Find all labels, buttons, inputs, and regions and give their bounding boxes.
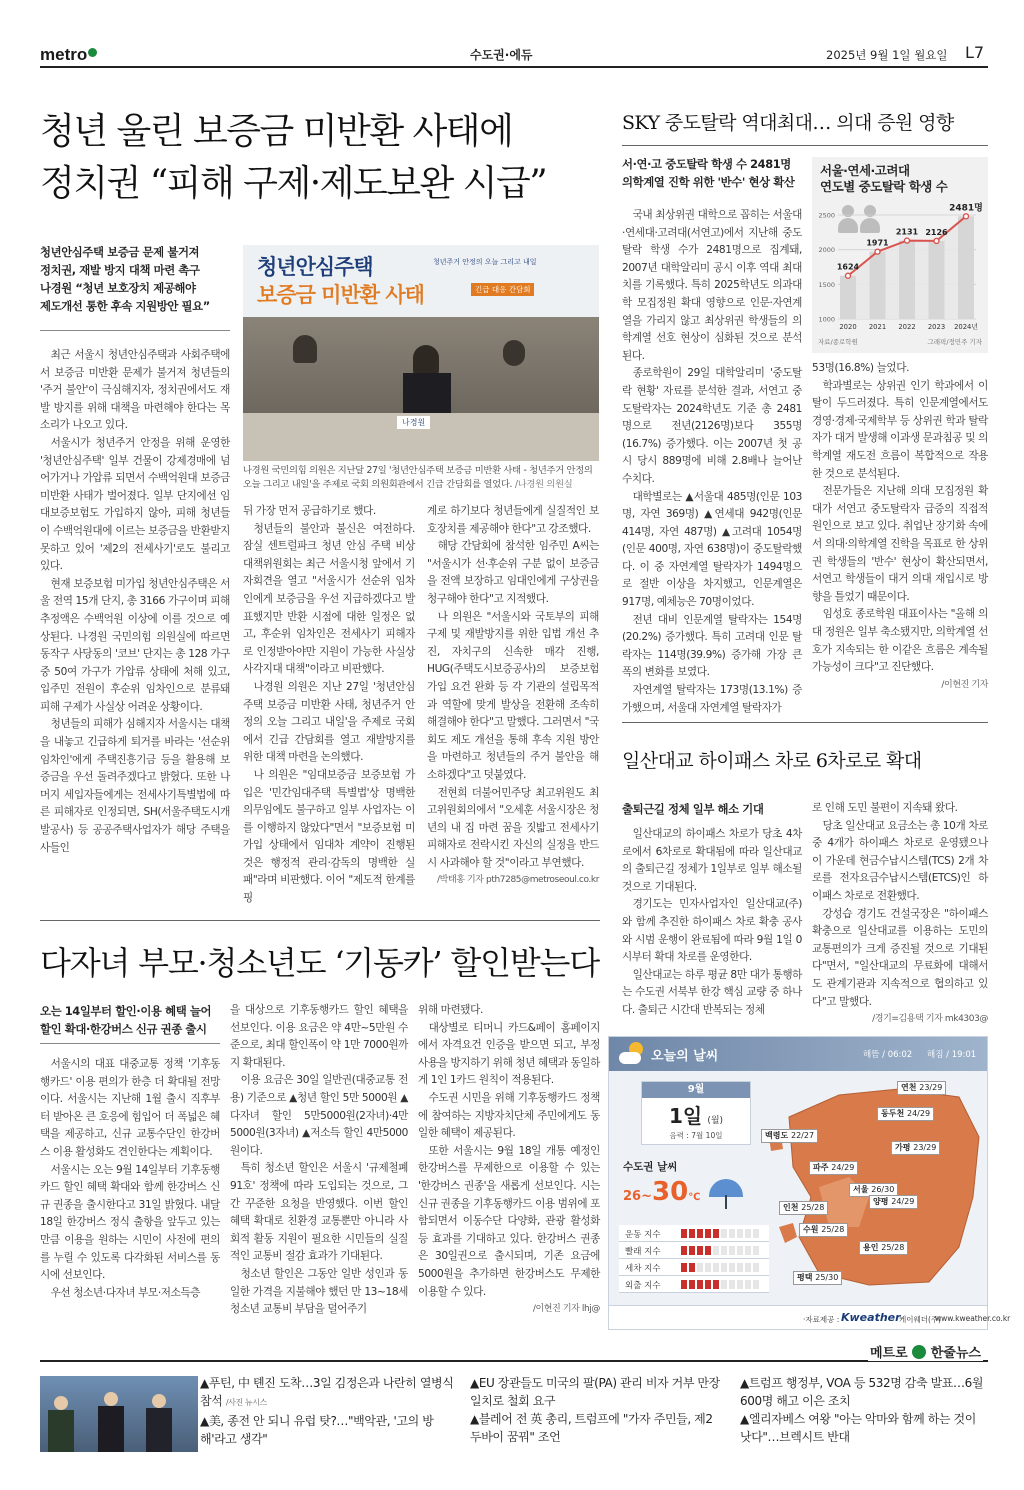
article4-sub-rule	[40, 1043, 220, 1044]
article2-column-1: 국내 최상위권 대학으로 꼽히는 서울대·연세대·고려대(서연고)에서 지난해 중도탈락 학생 수가 2481명으로 집계돼, 2007년 대학알리미 공시 이후 역대 최대치를 기록했다. 특히 2025학년도 의과대학 모집정원 확대 영향으로 인문·자연계열을 가리지 않고 최상위권 학생들의 의학계열 선호 현상이 심화된 것으로 분석된다. 종로학원이 29일 대학알리미 '중도탈락 현황' 자료를 분석한 결과, 서연고 중도탈락자는 2024학년도 기준 총 2481명으로 전년(2126명)보다 355명(16.7%) 증가했다. 이는 2007년 첫 공시 당시 889명에 비해 2.8배나 늘어난 수치다. 대학별로는 ▲서울대 485명(인문 103명, 자연 369명) ▲연세대 942명(인문 414명, 자연 487명) ▲고려대 1054명(인문 400명, 자연 638명)이 중도탈락했다. 이 중 자연계열 탈락자가 1494명으로 절반 이상을 차지했고, 인문계열은 917명, 예체능은 70명이었다. 전년 대비 인문계열 탈락자는 154명(20.2%) 증가했다. 특히 고려대 인문 탈락자는 114명(39.9%) 증가해 가장 큰 폭의 변화를 보였다. 자연계열 탈락자는 173명(13.1%) 증가했으며, 서울대 자연계열 탈락자가	[622, 209, 802, 714]
chart-ytick-label: 2000	[818, 246, 835, 255]
news-item: ▲푸틴, 中 톈진 도착…3일 김정은과 나란히 열병식 참석 /사진 뉴시스	[200, 1376, 454, 1408]
article3-column-2: 로 인해 도민 불편이 지속돼 왔다. 당초 일산대교 요금소는 총 10개 차로 중 4개가 하이패스 차로로 운영됐으나 이 가운데 현금수납시스템(TCS) 2개 차로를 전자요금수납시스템(ETCS)인 하이패스 차로로 전환했다. 강성습 경기도 건설국장은 "하이패스 확충으로 일산대교를 이용하는 도민의 교통편의가 크게 증진될 것으로 기대된다"면서, "일산대교의 무료화에 대해서도 관계기관과 지속적으로 협의하고 있다"고 말했다. /경기=김용택 기자 mk4303@	[812, 800, 988, 1029]
weather-index-cell	[721, 1246, 727, 1255]
bottom-news-col-3	[740, 1374, 988, 1446]
chart-bar	[958, 216, 974, 319]
map-city-label: 양평 24/29	[869, 1195, 918, 1209]
weather-index-cell	[681, 1280, 687, 1289]
chart-bar	[870, 252, 886, 319]
weather-index-cell	[729, 1229, 735, 1238]
section-name: 수도권·에듀	[470, 48, 533, 62]
weather-index-cell	[729, 1246, 735, 1255]
chart-ytick-label: 2500	[818, 211, 835, 220]
sun-cloud-icon	[619, 1042, 645, 1066]
chart-data-label: 1971	[866, 238, 889, 248]
article3-subhead: 출퇴근길 정체 일부 해소 기대	[622, 802, 764, 816]
chart-point	[846, 273, 851, 278]
article4-subheads: 오는 14일부터 할인·이용 혜택 늘어 할인 확대·한강버스 신규 권종 출시	[40, 1004, 212, 1036]
chart-data-label: 1624	[836, 262, 860, 272]
weather-index-cell	[705, 1263, 711, 1272]
weather-index-cell	[681, 1246, 687, 1255]
article3-column-1: 일산대교의 하이패스 차로가 당초 4차로에서 6차로로 확대됨에 따라 일산대교의 출퇴근길 정체가 1일부로 일부 해소될 것으로 기대된다. 경기도는 민자사업자인 일산대교(주)와 함께 추진한 하이패스 차로 확충 공사와 시범 운행이 완료됨에 따라 9월 1일 0시부터 확대 차로를 운영한다. 일산대교는 하루 평균 8만 대가 통행하는 수도권 서북부 한강 핵심 교량 중 하나다. 출퇴근 시간대 반복되는 정체	[622, 828, 802, 1016]
temp-range: 26~30℃	[623, 1177, 701, 1207]
weather-index-row	[619, 1276, 769, 1293]
weather-region: 수도권 날씨	[623, 1161, 678, 1173]
weather-box	[608, 1036, 1011, 1330]
divider-article3	[622, 722, 988, 723]
weather-index-cell	[689, 1229, 695, 1238]
globe-icon	[912, 1345, 926, 1359]
weather-index-cell	[745, 1229, 751, 1238]
weather-index-cell	[689, 1246, 695, 1255]
weather-date-card: 9월 1일 (월) 음력 : 7월 10일	[641, 1081, 751, 1145]
map-city-label: 인천 25/28	[779, 1201, 828, 1215]
weather-index-cell	[729, 1263, 735, 1272]
article4-column-3: 위해 마련됐다. 대상별로 티머니 카드&페이 홈페이지에서 자격요건 인증을 받으면 되고, 부정 사용을 방지하기 위해 청년 혜택과 동일하게 1인 1카드 원칙이 적용된다. 수도권 시민을 위해 기후동행카드 정책에 참여하는 지방자치단체 주민에게도 동일한 혜택이 제공된다. 또한 서울시는 9월 18일 개통 예정인 한강버스를 무제한으로 이용할 수 있는 '한강버스 권종'을 새롭게 선보인다. 시는 신규 권종을 기후동행카드 이용 범위에 포함되면서 이동수단 다양화, 관광 활성화 등 효과를 기대하고 있다. 한강버스 권종은 30일권으로 출시되며, 기존 요금에 5000원을 추가하면 한강버스도 무제한 이용할 수 있다. /이현진 기자 lhj@	[418, 1002, 600, 1319]
chart-xtick-label: 2021	[868, 323, 887, 331]
weather-header: 오늘의 날씨 해뜸 / 06:02 해짐 / 19:01	[609, 1037, 987, 1071]
weather-indices	[619, 1225, 769, 1293]
weather-map	[759, 1077, 985, 1289]
map-city-label: 백령도 22/27	[761, 1129, 818, 1143]
bottom-news-col-1	[200, 1374, 454, 1448]
nameplate: 나경원	[397, 416, 430, 429]
article4-byline: /이현진 기자 lhj@	[532, 1304, 600, 1315]
weather-index-cell	[745, 1263, 751, 1272]
globe-icon	[88, 48, 97, 57]
masthead-logo: metro	[40, 45, 97, 65]
news-item: ▲엘리자베스 여왕 "아는 악마와 함께 하는 것이 낫다"…브렉시트 반대	[740, 1412, 976, 1444]
weather-index-cell	[737, 1280, 743, 1289]
news-item: ▲美, 종전 안 되니 유럽 탓?…"백악관, '고의 방해'라고 생각"	[200, 1414, 434, 1446]
weather-index-row	[619, 1225, 769, 1242]
news-item: ▲트럼프 행정부, VOA 등 532명 감축 발표…6월 600명 해고 이은 조치	[740, 1376, 984, 1408]
chart-xtick-label: 2024년	[954, 323, 978, 331]
weather-index-cell	[713, 1229, 719, 1238]
map-city-label: 연천 23/29	[897, 1081, 946, 1095]
weather-index-cell	[705, 1229, 711, 1238]
weather-index-row	[619, 1259, 769, 1276]
article2-rule	[622, 145, 988, 146]
map-city-label: 수원 25/28	[799, 1223, 848, 1237]
weather-index-cell	[721, 1263, 727, 1272]
chart-point	[964, 214, 969, 219]
weather-index-label: 세차 지수	[625, 1264, 661, 1274]
chart-source: 자료/종로학원	[818, 338, 858, 346]
article1-column-2: 뒤 가장 먼저 공급하기로 했다. 청년들의 불안과 불신은 여전하다. 잠실 센트럴파크 청년 안심 주택 비상대책위원회는 최근 서울시청 앞에서 기자회견을 열고 "서울시가 선순위 임차인에게 보증금을 우선 지급하겠다고 발표했지만 반환 시점에 대한 일정은 없고, 후순위 임차인은 전세사기 피해자로 인정받아야만 지원이 가능한 사실상 사각지대 대책"이라고 비판했다. 나경원 의원은 지난 27일 '청년안심주택 보증금 미반환 사태, 청년주거 안정의 오늘 그리고 내일'을 주제로 국회에서 긴급 간담회를 열고 재발방지를 위한 대책 마련을 논의했다. 나 의원은 "임대보증금 보증보험 가입은 '민간임대주택 특별법'상 명백한 의무임에도 불구하고 일부 사업자는 이를 이행하지 않았다"면서 "보증보험 미가입 상태에서 임대차 계약이 진행된 것은 행정적 관리·감독의 명백한 실패"라며 비판했다. 이어 "제도적 한계를 핑	[243, 505, 415, 905]
article1-subheads: 청년안심주택 보증금 문제 불거져 정치권, 재발 방지 대책 마련 촉구 나경원 “청년 보호장치 제공해야 제도개선 통한 후속 지원방안 필요”	[40, 245, 210, 313]
umbrella-icon	[707, 1177, 747, 1211]
bottom-photo	[40, 1376, 198, 1452]
weather-footer: ·자료제공 : Kweather 케이웨더(주) www.kweather.co.kr	[609, 1305, 987, 1329]
chart-xtick-label: 2022	[898, 323, 916, 331]
article3-byline: /경기=김용택 기자 mk4303@	[872, 1014, 988, 1025]
weather-index-cell	[689, 1280, 695, 1289]
weather-index-cell	[737, 1263, 743, 1272]
page-number: L7	[965, 43, 985, 62]
article4-headline: 다자녀 부모·청소년도 ‘기동카’ 할인받는다	[40, 944, 599, 982]
weather-index-cell	[713, 1280, 719, 1289]
article4-column-2: 을 대상으로 기후동행카드 할인 혜택을 선보인다. 이용 요금은 약 4만~5만원 수준으로, 최대 할인폭이 약 1만 7000원까지 확대된다. 이용 요금은 30일 일반권(대중교통 전용) 기준으로 ▲청년 할인 5만 5000원 ▲다자녀 할인 5만5000원(2자녀)·4만5000원(3자녀) ▲저소득 할인 4만5000원이다. 특히 청소년 할인은 서울시 '규제철폐 91호' 정책에 따라 도입되는 것으로, 그간 꾸준한 요청을 반영했다. 이번 할인 혜택 확대로 친환경 교통뿐만 아니라 사회적 활동 지원이 필요한 시민들의 실질적인 교통비 절감 효과가 기대된다. 청소년 할인은 그동안 일반 성인과 동일한 가격을 지불해야 했던 만 13~18세 청소년 교통비 부담을 덜어주기	[230, 1004, 408, 1316]
article2-column-2: 53명(16.8%) 늘었다. 학과별로는 상위권 인기 학과에서 이탈이 두드러졌다. 특히 인문계열에서도 경영·경제·국제학부 등 상위권 학과 탈락자가 대거 발생해 이과생 문과침공 및 의학계열 재도전 흐름이 복합적으로 작용한 것으로 분석된다. 전문가들은 지난해 의대 모집정원 확대가 서연고 중도탈락자 급증의 직접적 원인으로 보고 있다. 취업난 장기화 속에서 의대·의학계열 진학을 목표로 한 상위권 학생들의 '반수' 현상이 확산되면서, 서연고 학생들이 대거 의대 재입시로 방향을 틀었기 때문이다. 임성호 종로학원 대표이사는 "올해 의대 정원은 일부 축소됐지만, 의학계열 선호가 지속되는 한 이같은 흐름은 계속될 가능성이 크다"고 진단했다. /이현진 기자	[812, 360, 988, 694]
weather-index-cell	[713, 1263, 719, 1272]
map-city-label: 용인 25/28	[859, 1241, 908, 1255]
map-city-label: 가평 23/29	[891, 1141, 940, 1155]
weather-index-cell	[705, 1280, 711, 1289]
weather-index-cell	[705, 1246, 711, 1255]
chart-credit: 그래픽/정민주 기자	[927, 338, 982, 346]
map-city-label: 평택 25/30	[793, 1271, 842, 1285]
chart-data-label: 2131	[895, 227, 919, 237]
article1-column-3: 계로 하기보다 청년들에게 실질적인 보호장치를 제공해야 한다"고 강조했다. 해당 간담회에 참석한 임주민 A씨는 "서울시가 선·후순위 구분 없이 보증금을 전액 보장하고 임대인에게 구상권을 청구해야 한다"고 지적했다. 나 의원은 "서울시와 국토부의 피해구제 및 재발방지를 위한 입법 개선 추진, 자치구의 신속한 매각 진행, HUG(주택도시보증공사)의 보증보험 가입 요건 완화 등 각 기관의 설립목적과 역할에 맞게 발상을 전환해 조속히 해결해야 한다"고 말했다. 그러면서 "국회도 제도 개선을 통해 후속 지원 방안을 마련하고 청년들의 주거 불안을 해소하겠다"고 덧붙였다. 전현희 더불어민주당 최고위원도 최고위원회의에서 "오세훈 서울시장은 청년의 내 집 마련 꿈을 짓밟고 전세사기 피해자로 전락시킨 자신의 실정을 반드시 사과해야 할 것"이라고 부연했다. /박태홍 기자 pth7285@metroseoul.co.kr	[427, 503, 599, 890]
photo-caption: 나경원 국민의힘 의원은 지난달 27일 '청년안심주택 보증금 미반환 사태 - 청년주거 안정의 오늘 그리고 내일'을 주제로 국회 의원회관에서 긴급 간담회를 열었다. /나경원 의원실	[243, 465, 593, 490]
weather-index-label: 운동 지수	[625, 1230, 661, 1240]
weather-index-cell	[681, 1263, 687, 1272]
map-city-label: 동두천 24/29	[877, 1107, 934, 1121]
bottom-rule	[40, 1360, 988, 1362]
chart-title-line1: 서울·연세·고려대	[820, 163, 910, 178]
weather-index-cell	[745, 1246, 751, 1255]
chart-point	[905, 238, 910, 243]
weather-index-cell	[729, 1280, 735, 1289]
article2-headline: SKY 중도탈락 역대최대… 의대 증원 영향	[622, 112, 954, 134]
chart-xtick-label: 2020	[839, 323, 857, 331]
chart-plot	[812, 157, 988, 353]
chart-bar	[929, 241, 945, 319]
chart-xtick-label: 2023	[927, 323, 946, 331]
header-rule	[40, 66, 988, 68]
article1-headline: 청년 울린 보증금 미반환 사태에 정치권 “피해 구제·제도보완 시급”	[40, 111, 547, 204]
chart-point	[934, 238, 939, 243]
dropout-chart	[812, 157, 988, 353]
weather-index-cell	[713, 1246, 719, 1255]
weather-index-cell	[721, 1229, 727, 1238]
weather-index-cell	[681, 1229, 687, 1238]
weather-index-cell	[697, 1280, 703, 1289]
chart-ytick-label: 1000	[818, 315, 835, 324]
article1-byline: /박태홍 기자 pth7285@metroseoul.co.kr	[437, 875, 599, 886]
weather-index-cell	[689, 1263, 695, 1272]
weather-index-cell	[745, 1280, 751, 1289]
chart-bar	[840, 276, 856, 319]
weather-index-cell	[697, 1263, 703, 1272]
photo-banner: 청년안심주택 보증금 미반환 사태 청년주거 안정의 오늘 그리고 내일 긴급 대응 간담회	[243, 245, 599, 317]
issue-date: 2025년 9월 1일 월요일	[826, 48, 948, 62]
article2-subheads: 서·연·고 중도탈락 학생 수 2481명 의학계열 진학 위한 '반수' 현상 확산	[622, 157, 795, 189]
article1-photo	[243, 245, 599, 461]
chart-title-line2: 연도별 중도탈락 학생 수	[820, 179, 948, 194]
map-city-label: 파주 24/29	[809, 1161, 858, 1175]
weather-index-cell	[737, 1229, 743, 1238]
bottom-brand: 메트로 한줄뉴스	[868, 1342, 983, 1361]
subhead-rule	[40, 330, 230, 331]
chart-data-label: 2481명	[949, 203, 983, 214]
weather-index-cell	[721, 1280, 727, 1289]
bottom-news-col-2	[470, 1374, 724, 1446]
news-item: ▲블레어 전 英 총리, 트럼프에 "가자 주민들, 제2 두바이 꿈꿔" 조언	[470, 1412, 713, 1444]
map-city-label: 서울 26/30	[849, 1183, 898, 1197]
article1-column-1: 최근 서울시 청년안심주택과 사회주택에서 보증금 미반환 문제가 불거져 청년들의 '주거 불안'이 극심해지자, 정치권에서도 재발 방지를 위해 대책을 마련해야 한다는 목소리가 나오고 있다. 서울시가 청년주거 안정을 위해 운영한 '청년안심주택' 일부 건물이 강제경매에 넘어가거나 가압류 되면서 수백억원대 보증금 미반환 사태가 벌어졌다. 일부 단지에선 임대보증보험도 가입하지 않아, 피해 청년들이 수백억원대에 이르는 보증금을 반환받지 못하고 있어 '제2의 전세사기'로도 불리고 있다. 현재 보증보험 미가입 청년안심주택은 서울 전역 15개 단지, 총 3166 가구이며 피해 추정액은 수백억원 이상에 이를 것으로 예상된다. 나경원 국민의힘 의원실에 따르면 동작구 사당동의 '코브' 단지는 총 128 가구 중 50여 가구가 가압류 상태에 처해 있고, 입주민 전원이 후순위 임차인으로 분류돼 피해 구제가 사실상 어려운 상황이다. 청년들의 피해가 심해지자 서울시는 대책을 내놓고 긴급하게 퇴거를 바라는 '선순위 임차인'에게 주택진흥기금 등을 활용해 보증금을 우선 돌려주겠다고 밝혔다. 또한 나머지 세입자들에게는 전세사기특별법에 따른 피해자로 인정되면, SH(서울주택도시개발공사) 등 공공주택사업자가 해당 주택을 사들인	[40, 349, 230, 854]
weather-index-cell	[697, 1246, 703, 1255]
weather-index-label: 외출 지수	[625, 1281, 661, 1291]
news-item: ▲EU 장관들도 미국의 팔(PA) 관리 비자 거부 만장일치로 철회 요구	[470, 1376, 720, 1408]
weather-index-row	[619, 1242, 769, 1259]
chart-ytick-label: 1500	[818, 280, 835, 289]
chart-point	[875, 249, 880, 254]
article2-byline: /이현진 기자	[941, 679, 988, 690]
chart-bar	[899, 241, 915, 319]
weather-index-cell	[697, 1229, 703, 1238]
divider-article4	[40, 920, 600, 921]
weather-index-cell	[737, 1246, 743, 1255]
chart-data-label: 2126	[925, 227, 948, 237]
weather-index-label: 빨래 지수	[625, 1247, 661, 1257]
article3-headline: 일산대교 하이패스 차로 6차로로 확대	[622, 750, 922, 772]
article4-column-1: 서울시의 대표 대중교통 정책 '기후동행카드' 이용 편의가 한층 더 확대될 전망이다. 서울시는 지난해 1월 출시 직후부터 받아온 큰 호응에 힘입어 더 폭넓은 혜택을 제공하고, 신규 교통수단인 한강버스 이용 활성화도 견인한다는 계획이다. 서울시는 오는 9월 14일부터 기후동행카드 할인 혜택 확대와 함께 한강버스 신규 권종을 출시한다고 31일 밝혔다. 내달 18일 한강버스 정식 출항을 앞두고 있는 만큼 이용을 원하는 시민이 사전에 편의를 누릴 수 있도록 다각화된 서비스를 동시에 선보인다. 우선 청소년·다자녀 부모·저소득층	[40, 1058, 220, 1299]
